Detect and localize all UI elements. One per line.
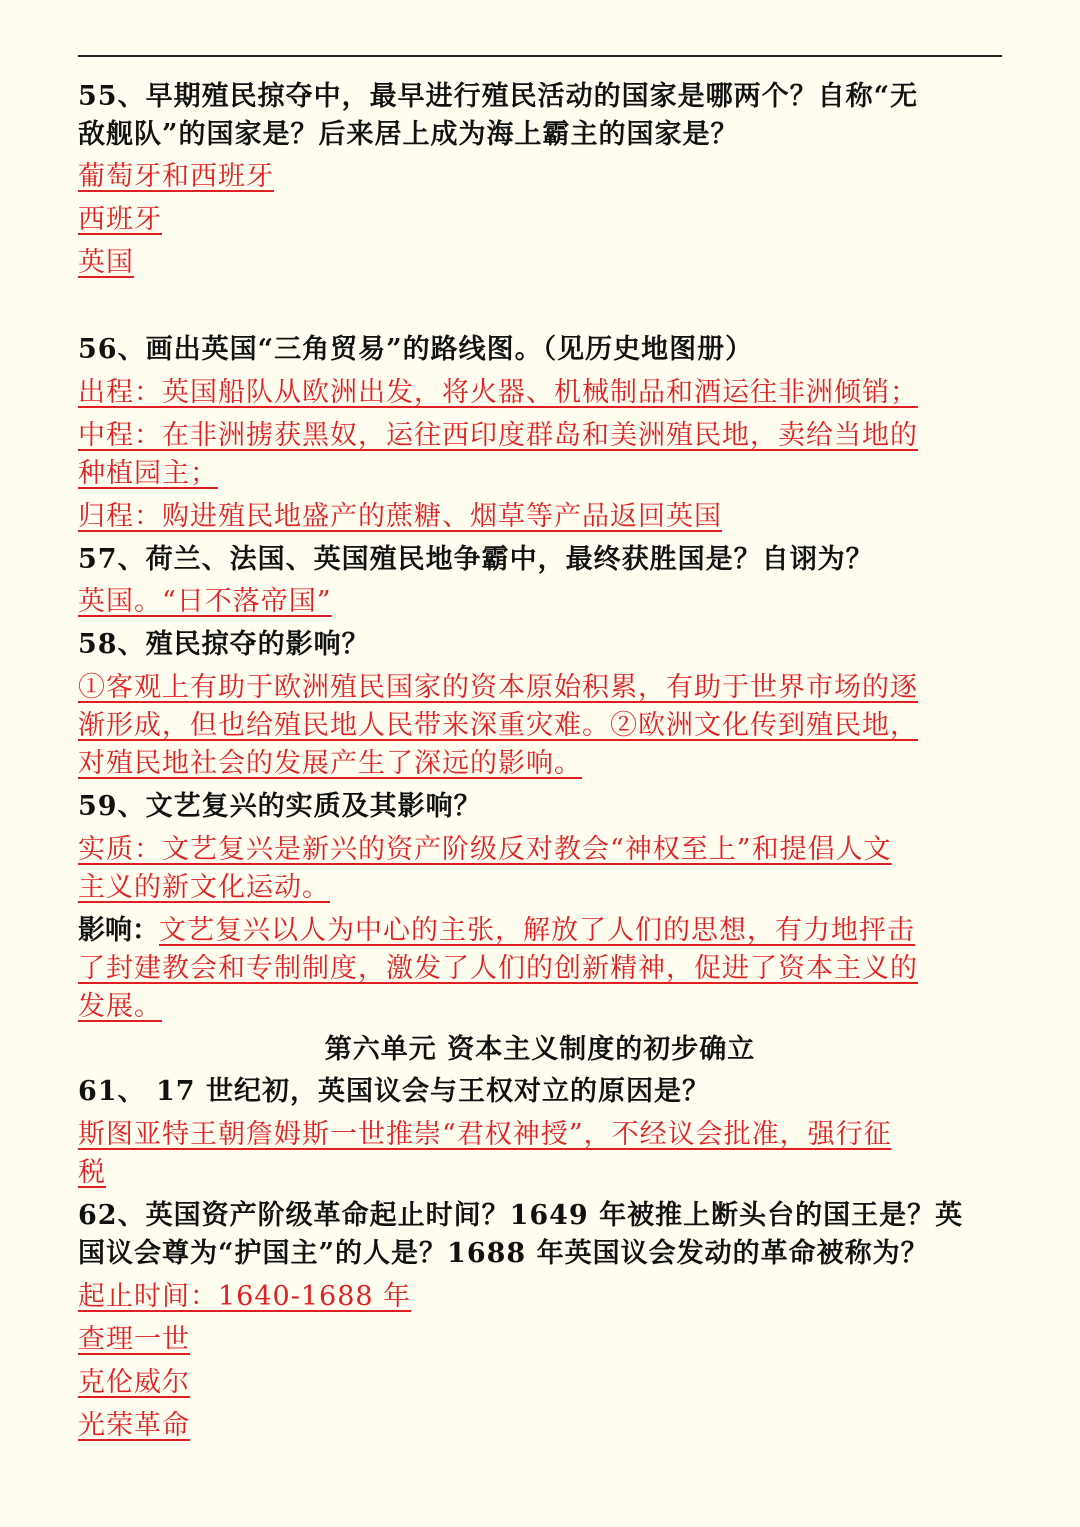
question-55-line-1: 55、早期殖民掠夺中，最早进行殖民活动的国家是哪两个？自称“无 xyxy=(78,81,919,112)
impact-label: 影响： xyxy=(78,915,159,946)
answer-61-line-2: 税 xyxy=(78,1157,106,1188)
impact-text-1: 文艺复兴以人为中心的主张，解放了人们的思想，有力地抨击 xyxy=(159,915,915,946)
answer-59-essence-line-1: 实质：文艺复兴是新兴的资产阶级反对教会“神权至上”和提倡人文 xyxy=(78,834,892,865)
answer-59-impact-line-2: 了封建教会和专制制度，激发了人们的创新精神，促进了资本主义的 xyxy=(78,953,918,984)
answer-57: 英国。“日不落帝国” xyxy=(78,586,332,617)
answer-59-essence-line-2: 主义的新文化运动。 xyxy=(78,872,330,903)
answer-61-line-1: 斯图亚特王朝詹姆斯一世推崇“君权神授”，不经议会批准，强行征 xyxy=(78,1119,892,1150)
top-divider xyxy=(78,55,1002,57)
question-56: 56、画出英国“三角贸易”的路线图。（见历史地图册） xyxy=(78,334,754,365)
answer-62-3: 克伦威尔 xyxy=(78,1367,190,1398)
answer-56-return: 归程：购进殖民地盛产的蔗糖、烟草等产品返回英国 xyxy=(78,501,722,532)
answer-58-line-3: 对殖民地社会的发展产生了深远的影响。 xyxy=(78,748,582,779)
answer-55-2: 西班牙 xyxy=(78,204,162,235)
question-59: 59、文艺复兴的实质及其影响？ xyxy=(78,791,482,822)
answer-58-line-1: ①客观上有助于欧洲殖民国家的资本原始积累，有助于世界市场的逐 xyxy=(78,672,918,703)
answer-62-4: 光荣革命 xyxy=(78,1410,190,1441)
question-62-line-1: 62、英国资产阶级革命起止时间？1649 年被推上断头台的国王是？英 xyxy=(78,1200,964,1231)
question-61: 61、 17 世纪初，英国议会与王权对立的原因是？ xyxy=(78,1076,710,1107)
question-58: 58、殖民掠夺的影响？ xyxy=(78,629,370,660)
answer-59-impact-line-3: 发展。 xyxy=(78,991,162,1022)
unit-title: 第六单元 资本主义制度的初步确立 xyxy=(324,1034,756,1065)
answer-58-line-2: 渐形成，但也给殖民地人民带来深重灾难。②欧洲文化传到殖民地， xyxy=(78,710,918,741)
answer-55-3: 英国 xyxy=(78,247,134,278)
answer-59-impact-line-1 xyxy=(78,912,915,950)
question-57: 57、荷兰、法国、英国殖民地争霸中，最终获胜国是？自诩为？ xyxy=(78,544,874,575)
answer-55-1: 葡萄牙和西班牙 xyxy=(78,161,274,192)
question-62-line-2: 国议会尊为“护国主”的人是？1688 年英国议会发动的革命被称为？ xyxy=(78,1238,929,1269)
answer-62-1: 起止时间：1640-1688 年 xyxy=(78,1281,412,1312)
answer-56-middle-line-1: 中程：在非洲掳获黑奴，运往西印度群岛和美洲殖民地，卖给当地的 xyxy=(78,420,918,451)
question-55-line-2: 敌舰队”的国家是？后来居上成为海上霸主的国家是？ xyxy=(78,119,739,150)
answer-62-2: 查理一世 xyxy=(78,1324,190,1355)
answer-56-outbound: 出程：英国船队从欧洲出发，将火器、机械制品和酒运往非洲倾销； xyxy=(78,377,918,408)
answer-56-middle-line-2: 种植园主； xyxy=(78,458,218,489)
